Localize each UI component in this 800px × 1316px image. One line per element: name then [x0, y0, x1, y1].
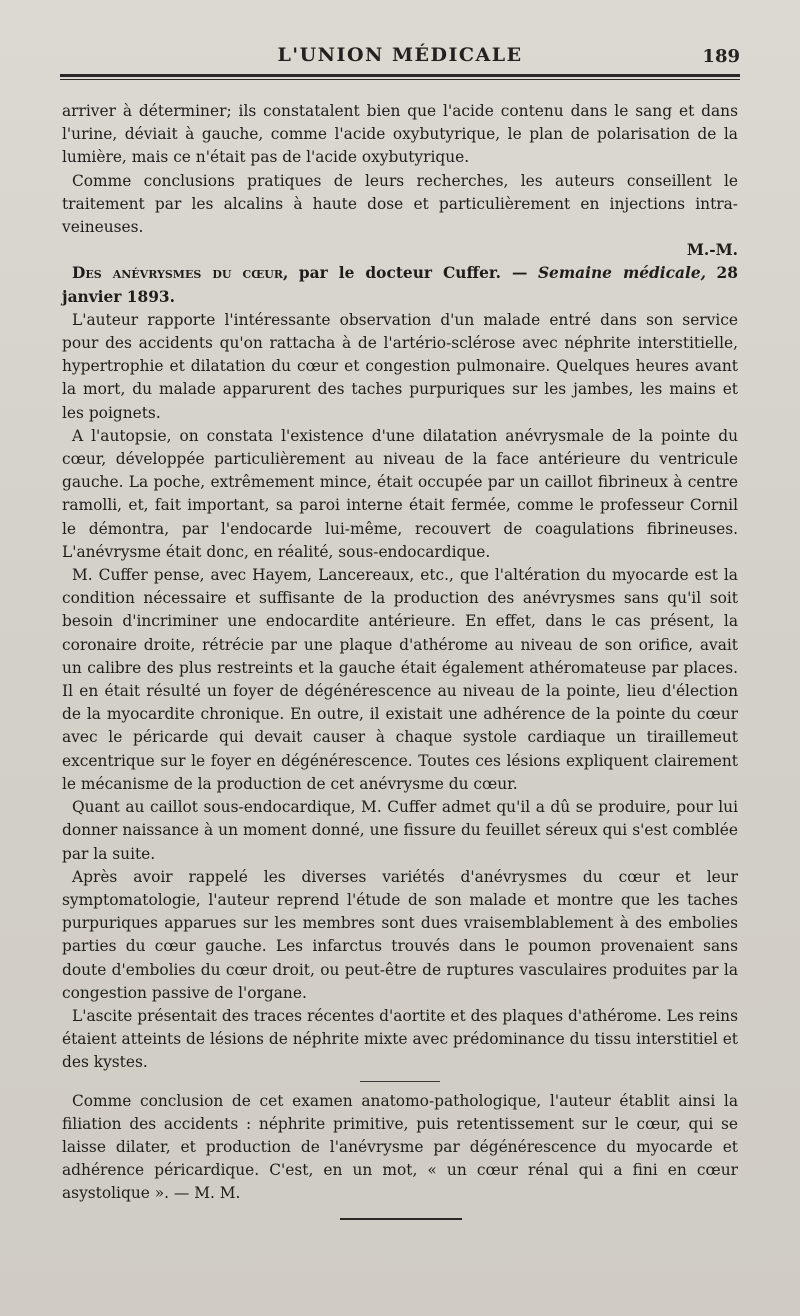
paragraph-5: M. Cuffer pense, avec Hayem, Lancereaux, etc., que l'altération du myocarde est la condition nécessaire et suffisante de la production des anévrysmes sans qu'il soit besoin d'incriminer une endocardite antérieure. En effet, dans le cas présent, la coronaire droite, rétrécie par une plaque d'athérome au niveau de son orifice, avait un calibre des plus restreints et la gauche était également athéromateuse par places. Il en était résulté un foyer de dégénérescence au niveau de la pointe, lieu d'élection de la myocardite chronique. En outre, il existait une adhérence de la pointe du cœur avec le péricarde qui devait causer à chaque systole cardiaque un tiraillemeut excentrique sur le foyer en dégénérescence. Toutes ces lésions expliquent clairement le mécanisme de la production de cet anévrysme du cœur. — [62, 566, 738, 793]
review-heading — [62, 262, 738, 308]
paragraph-9: Comme conclusion de cet examen anatomo-pathologique, l'auteur établit ainsi la filiation des accidents : néphrite primitive, puis retentissement sur le cœur, qui se laisse dilater, et production de l'anévrysme par dégénérescence du myocarde et adhérence péricardique. C'est, en un mot, « un cœur rénal qui a fini en cœur asystolique ». — M. M. — [62, 1091, 738, 1203]
paragraph-4: A l'autopsie, on constata l'existence d'une dilatation anévrysmale de la pointe du cœur, développée particulièrement au niveau de la face antérieure du ventricule gauche. La poche, extrêmement mince, était occupée par un caillot fibrineux à centre ramolli, et, fait important, sa paroi interne était fermée, comme le professeur Cornil le démontra, par l'endocarde lui-même, recouvert de coagulations fibrineuses. L'anévrysme était donc, en réalité, sous-endocardique. — [62, 426, 738, 561]
signature-1: M.-M. — [686, 241, 738, 260]
paragraph-1: arriver à déterminer; ils constatalent bien que l'acide contenu dans le sang et dans l'urine, déviait à gauche, comme l'acide oxybutyrique, le plan de polarisation de la lumière, mais ce n'était pas de l'acide oxybutyrique. — [62, 102, 738, 167]
paragraph-6: Quant au caillot sous-endocardique, M. Cuffer admet qu'il a dû se produire, pour lui donner naissance à un moment donné, une fissure du feuillet séreux qui s'est comblée par la suite. — [62, 798, 738, 863]
running-title: L'UNION MÉDICALE — [277, 44, 523, 66]
review-author: par le docteur Cuffer. — — [298, 264, 528, 283]
section-rule — [360, 1081, 440, 1082]
paragraph-3: L'auteur rapporte l'intéressante observation d'un malade entré dans son service pour des accidents qu'on rattacha à de l'artério-sclérose avec néphrite interstitielle, hypertrophie et dilatation du cœur et congestion pulmonaire. Quelques heures avant la mort, du malade apparurent des taches purpuriques sur les jambes, les mains et les poignets. — [62, 310, 738, 422]
header-rule — [60, 74, 740, 80]
review-source: Semaine médicale, — [537, 264, 706, 283]
paragraph-8: L'ascite présentait des traces récentes d'aortite et des plaques d'athérome. Les reins étaient atteints de lésions de néphrite mixte avec prédominance du tissu interstitiel et des kystes. — [62, 1006, 738, 1072]
review-date: 28 janvier 1893. — [62, 264, 738, 306]
page-number: 189 — [702, 46, 740, 67]
article-body — [62, 100, 738, 1206]
review-title: Des anévrysmes du cœur, — [72, 264, 289, 283]
page-header — [60, 44, 740, 84]
end-rule — [340, 1218, 462, 1220]
paragraph-2: Comme conclusions pratiques de leurs recherches, les auteurs conseillent le traitement par les alcalins à haute dose et particulièrement en injections intra-veineuses. — [62, 171, 738, 237]
paragraph-7: Après avoir rappelé les diverses variétés d'anévrysmes du cœur et leur symptomatologie, l'auteur reprend l'étude de son malade et montre que les taches purpuriques apparues sur les membres sont dues vraisemblablement à des embolies parties du cœur gauche. Les infarctus trouvés dans le poumon provenaient sans doute d'embolies du cœur droit, ou peut-être de ruptures vasculaires produites par la congestion passive de l'organe. — [62, 867, 738, 1002]
